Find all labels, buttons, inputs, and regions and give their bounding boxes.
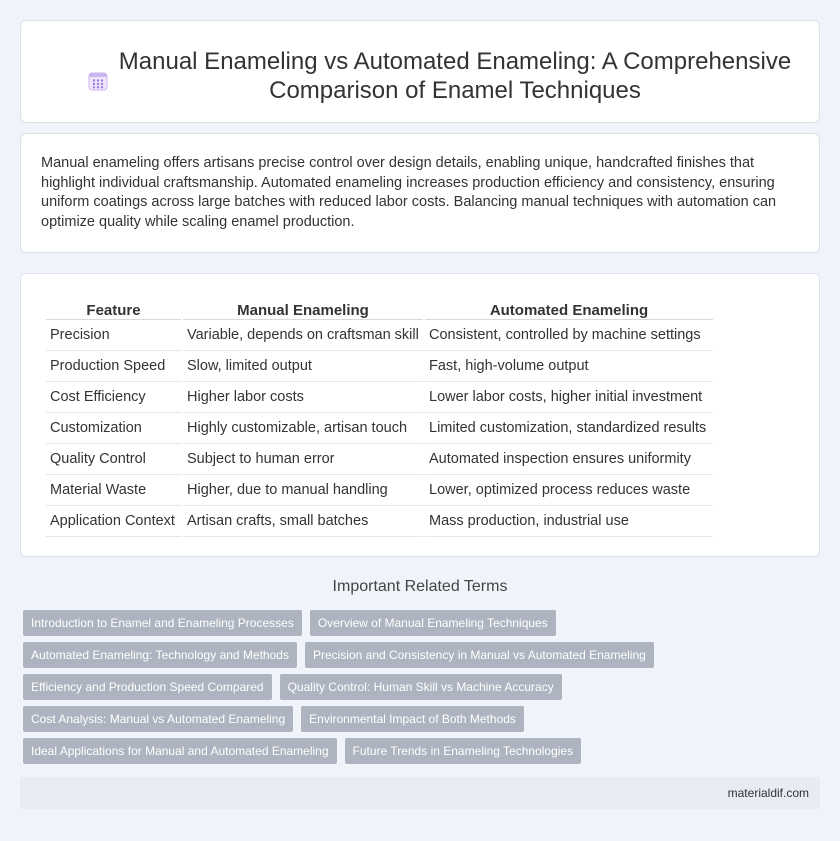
- related-term-tag[interactable]: Precision and Consistency in Manual vs Automated Enameling: [305, 642, 654, 668]
- table-cell: Higher, due to manual handling: [183, 475, 423, 506]
- table-cell: Precision: [46, 320, 181, 351]
- intro-card: [20, 133, 820, 253]
- tag-row: [23, 610, 663, 636]
- table-cell: Automated inspection ensures uniformity: [425, 444, 713, 475]
- table-cell: Higher labor costs: [183, 382, 423, 413]
- related-term-tag[interactable]: Automated Enameling: Technology and Methods: [23, 642, 297, 668]
- related-term-tag[interactable]: Ideal Applications for Manual and Automated Enameling: [23, 738, 337, 764]
- tag-row: [23, 706, 663, 732]
- table-cell: Consistent, controlled by machine settings: [425, 320, 713, 351]
- related-term-tag[interactable]: Efficiency and Production Speed Compared: [23, 674, 272, 700]
- table-cell: Highly customizable, artisan touch: [183, 413, 423, 444]
- table-cell: Production Speed: [46, 351, 181, 382]
- table-cell: Cost Efficiency: [46, 382, 181, 413]
- table-cell: Customization: [46, 413, 181, 444]
- table-row: [46, 320, 713, 351]
- table-cell: Fast, high-volume output: [425, 351, 713, 382]
- table-row: [46, 351, 713, 382]
- related-term-tag[interactable]: Overview of Manual Enameling Techniques: [310, 610, 556, 636]
- footer: [20, 777, 820, 809]
- related-terms-heading: Important Related Terms: [332, 578, 508, 595]
- comparison-card: [20, 273, 820, 557]
- table-cell: Subject to human error: [183, 444, 423, 475]
- related-terms-list: [23, 610, 663, 770]
- page-title: Manual Enameling vs Automated Enameling: A Comprehensive Comparison of Enamel Techniques: [118, 48, 792, 104]
- footer-site-link[interactable]: materialdif.com: [727, 786, 809, 800]
- table-cell: Lower labor costs, higher initial investment: [425, 382, 713, 413]
- calendar-grid-icon: [87, 70, 109, 92]
- related-term-tag[interactable]: Future Trends in Enameling Technologies: [345, 738, 582, 764]
- table-cell: Limited customization, standardized results: [425, 413, 713, 444]
- title-card: [20, 20, 820, 123]
- table-header-row: [46, 296, 713, 320]
- related-term-tag[interactable]: Introduction to Enamel and Enameling Processes: [23, 610, 302, 636]
- table-cell: Variable, depends on craftsman skill: [183, 320, 423, 351]
- table-cell: Material Waste: [46, 475, 181, 506]
- table-row: [46, 413, 713, 444]
- table-cell: Slow, limited output: [183, 351, 423, 382]
- tag-row: [23, 738, 663, 764]
- table-cell: Artisan crafts, small batches: [183, 506, 423, 537]
- table-cell: Lower, optimized process reduces waste: [425, 475, 713, 506]
- tag-row: [23, 674, 663, 700]
- tag-row: [23, 642, 663, 668]
- header-manual: Manual Enameling: [183, 296, 423, 320]
- comparison-table: [44, 296, 715, 537]
- table-cell: Mass production, industrial use: [425, 506, 713, 537]
- related-term-tag[interactable]: Environmental Impact of Both Methods: [301, 706, 524, 732]
- table-row: [46, 382, 713, 413]
- header-feature: Feature: [46, 296, 181, 320]
- header-automated: Automated Enameling: [425, 296, 713, 320]
- table-row: [46, 444, 713, 475]
- related-term-tag[interactable]: Cost Analysis: Manual vs Automated Enameling: [23, 706, 293, 732]
- intro-paragraph: Manual enameling offers artisans precise control over design details, enabling unique, handcrafted finishes that highlight individual craftsmanship. Automated enameling increases production efficiency and consistency, ensuring uniform coatings across large batches with reduced labor costs. Balancing manual techniques with automation can optimize quality while scaling enamel production.: [41, 155, 777, 230]
- table-cell: Application Context: [46, 506, 181, 537]
- table-row: [46, 475, 713, 506]
- related-term-tag[interactable]: Quality Control: Human Skill vs Machine Accuracy: [280, 674, 562, 700]
- table-row: [46, 506, 713, 537]
- table-cell: Quality Control: [46, 444, 181, 475]
